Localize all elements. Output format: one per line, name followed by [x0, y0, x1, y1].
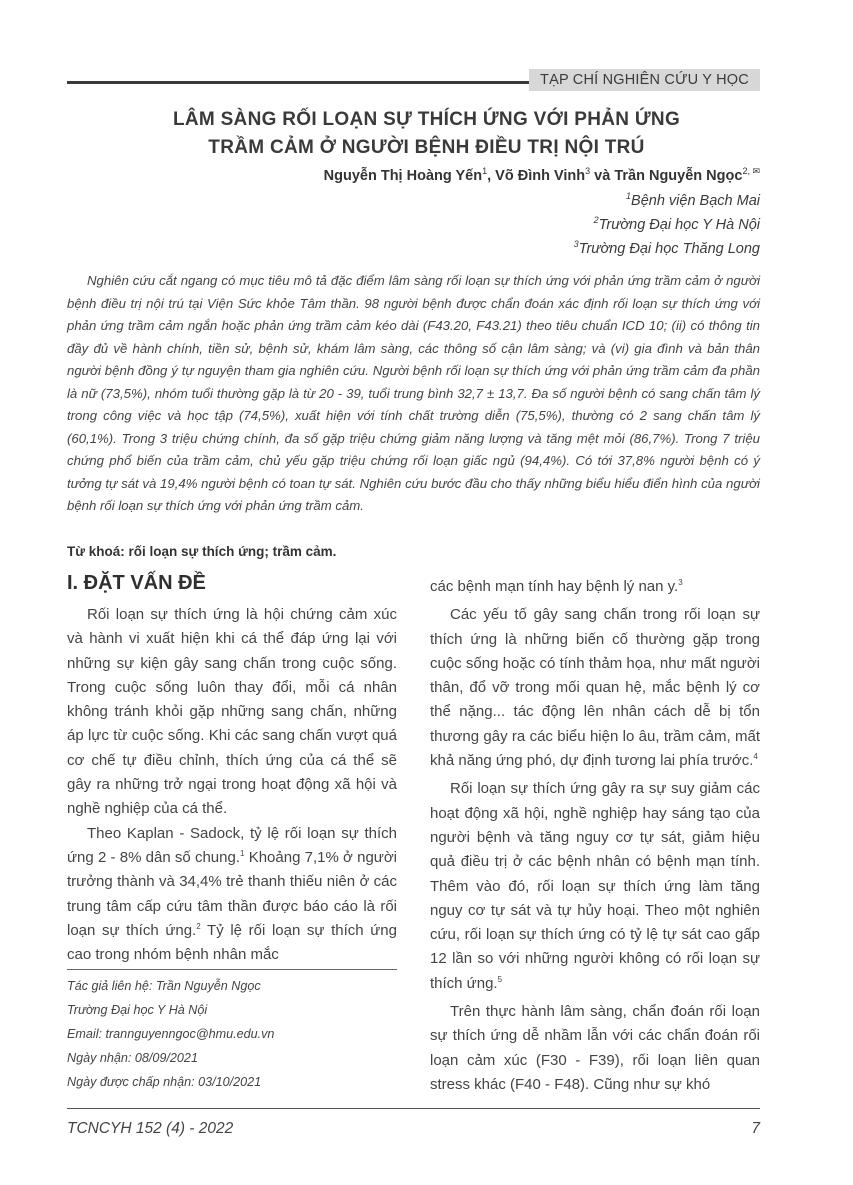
footnote-accepted: Ngày được chấp nhận: 03/10/2021	[67, 1075, 262, 1089]
page-number: 7	[751, 1120, 760, 1137]
author-1: Nguyễn Thị Hoàng Yến	[323, 167, 483, 184]
article-title-line-1: LÂM SÀNG RỐI LOẠN SỰ THÍCH ỨNG VỚI PHẢN ỨNG	[172, 109, 681, 130]
paragraph: Rối loạn sự thích ứng là hội chứng cảm xúc và hành vi xuất hiện khi cá thể đáp ứng lại với những sự kiện gây sang chấn trong cuộc sống. Trong cuộc sống luôn thay đổi, mỗi cá nhân không tránh khỏi gặp những sang chấn, những áp lực từ cuộc sống. Khi các sang chấn vượt quá cơ chế tự điều chỉnh, thích ứng của cá thể sẽ gây ra những trở ngại trong hoạt động xã hội và nghề nghiệp của cá thể.	[67, 606, 397, 818]
keywords: Từ khoá: rối loạn sự thích ứng; trầm cảm.	[67, 544, 337, 559]
article-title-line-2: TRẦM CẢM Ở NGƯỜI BỆNH ĐIỀU TRỊ NỘI TRÚ	[208, 137, 645, 158]
paragraph: Theo Kaplan - Sadock, tỷ lệ rối loạn sự thích ứng 2 - 8% dân số chung.$^1$ Khoảng 7,1% ở người trưởng thành và 34,4% trẻ thanh thiếu niên ở các trung tâm cấp cứu tâm thần được báo cáo là rối loạn sự thích ứng.$^2$ Tỷ lệ rối loạn sự thích ứng cao trong nhóm bệnh nhân mắc	[67, 824, 398, 964]
right-column	[430, 575, 760, 1097]
footnote-email: Email: trannguyenngoc@hmu.edu.vn	[67, 1027, 275, 1041]
paragraph: Các yếu tố gây sang chấn trong rối loạn sự thích ứng là những biến cố thường gặp trong cuộc sống hoặc có tính thảm họa, như mất người thân, đổ vỡ trong mối quan hệ, mắc bệnh lý cơ thể nặng... tác động lên nhân cách dễ bị tổn thương gây ra các biểu hiện lo âu, trầm cảm, mất khả năng ứng phó, dự định tương lai phía trước.$^4$	[430, 606, 760, 770]
paragraph: Rối loạn sự thích ứng gây ra sự suy giảm các hoạt động xã hội, nghề nghiệp hay sáng tạo của người bệnh và tăng nguy cơ tự sát, giảm hiệu quả điều trị ở các bệnh nhân có bệnh mạn tính. Thêm vào đó, rối loạn sự thích ứng làm tăng nguy cơ tự sát và tự hủy hoại. Theo một nghiên cứu, rối loạn sự thích ứng có tỷ lệ tự sát cao gấp 12 lần so với những người không có rối loạn sự thích ứng.$^5$	[430, 780, 760, 992]
abstract: Nghiên cứu cắt ngang có mục tiêu mô tả đặc điểm lâm sàng rối loạn sự thích ứng với phản ứng trầm cảm ở người bệnh điều trị nội trú tại Viện Sức khỏe Tâm thần. 98 người bệnh được chẩn đoán xác định rối loạn sự thích ứng với phản ứng trầm cảm ngắn hoặc phản ứng trầm cảm kéo dài (F43.20, F43.21) theo tiêu chuẩn ICD 10; (ii) có thông tin đầy đủ về hành chính, tiền sử, bệnh sử, khám lâm sàng, các thông số cận lâm sàng; và (vi) gia đình và bản thân người bệnh đồng ý tự nguyện tham gia nghiên cứu. Người bệnh rối loạn sự thích ứng với phản ứng trầm cảm đa phần là nữ (73,5%), nhóm tuổi thường gặp là từ 20 - 39, tuổi trung bình 32,7 ± 13,7. Đa số người bệnh có sang chấn tâm lý trong công việc và học tập (74,5%), xuất hiện với tính chất trường diễn (75,5%), thường có 2 sang chấn tâm lý (60,1%). Trong 3 triệu chứng chính, đa số gặp triệu chứng giảm năng lượng và tăng mệt mỏi (86,7%). Trong 7 triệu chứng phổ biến của trầm cảm, chủ yếu gặp triệu chứng rối loạn giấc ngủ (94,4%). Có tới 37,8% người bệnh có ý tưởng tự sát và 19,4% người bệnh có toan tự sát. Nghiên cứu bước đầu cho thấy những biểu hiểu điển hình của người bệnh rối loạn sự thích ứng với phản ứng trầm cảm.	[67, 273, 760, 513]
affiliation-2: $^2$Trường Đại học Y Hà Nội	[593, 215, 760, 233]
journal-header: TẠP CHÍ NGHIÊN CỨU Y HỌC	[529, 69, 760, 91]
affiliation-1: $^1$Bệnh viện Bạch Mai	[626, 191, 760, 209]
footnote-author: Tác giả liên hệ: Trần Nguyễn Ngọc	[67, 979, 261, 993]
left-column	[67, 603, 397, 967]
affiliation-3: $^3$Trường Đại học Thăng Long	[573, 239, 760, 257]
author-list: Nguyễn Thị Hoàng Yến$^1$, Võ Đình Vinh$^3$ và Trần Nguyễn Ngọc$^{2, ✉}$	[323, 166, 760, 184]
footnote-received: Ngày nhận: 08/09/2021	[67, 1051, 198, 1065]
author-3: Trần Nguyễn Ngọc	[614, 167, 743, 184]
paragraph: các bệnh mạn tính hay bệnh lý nan y.$^3$	[430, 578, 683, 595]
header-rule	[67, 81, 529, 84]
footnote-rule	[67, 969, 397, 970]
author-2: Võ Đình Vinh	[495, 167, 586, 184]
footer-rule	[67, 1108, 760, 1109]
mail-icon: 2, ✉	[742, 166, 760, 176]
paragraph: Trên thực hành lâm sàng, chẩn đoán rối loạn sự thích ứng dễ nhầm lẫn với các chẩn đoán rối loạn cảm xúc (F30 - F39), rối loạn liên quan stress khác (F40 - F48). Cũng như sự khó	[430, 1003, 760, 1093]
footer-journal: TCNCYH 152 (4) - 2022	[67, 1120, 234, 1137]
footnote-affiliation: Trường Đại học Y Hà Nội	[67, 1003, 208, 1017]
section-heading: I. ĐẶT VẤN ĐỀ	[67, 572, 206, 594]
